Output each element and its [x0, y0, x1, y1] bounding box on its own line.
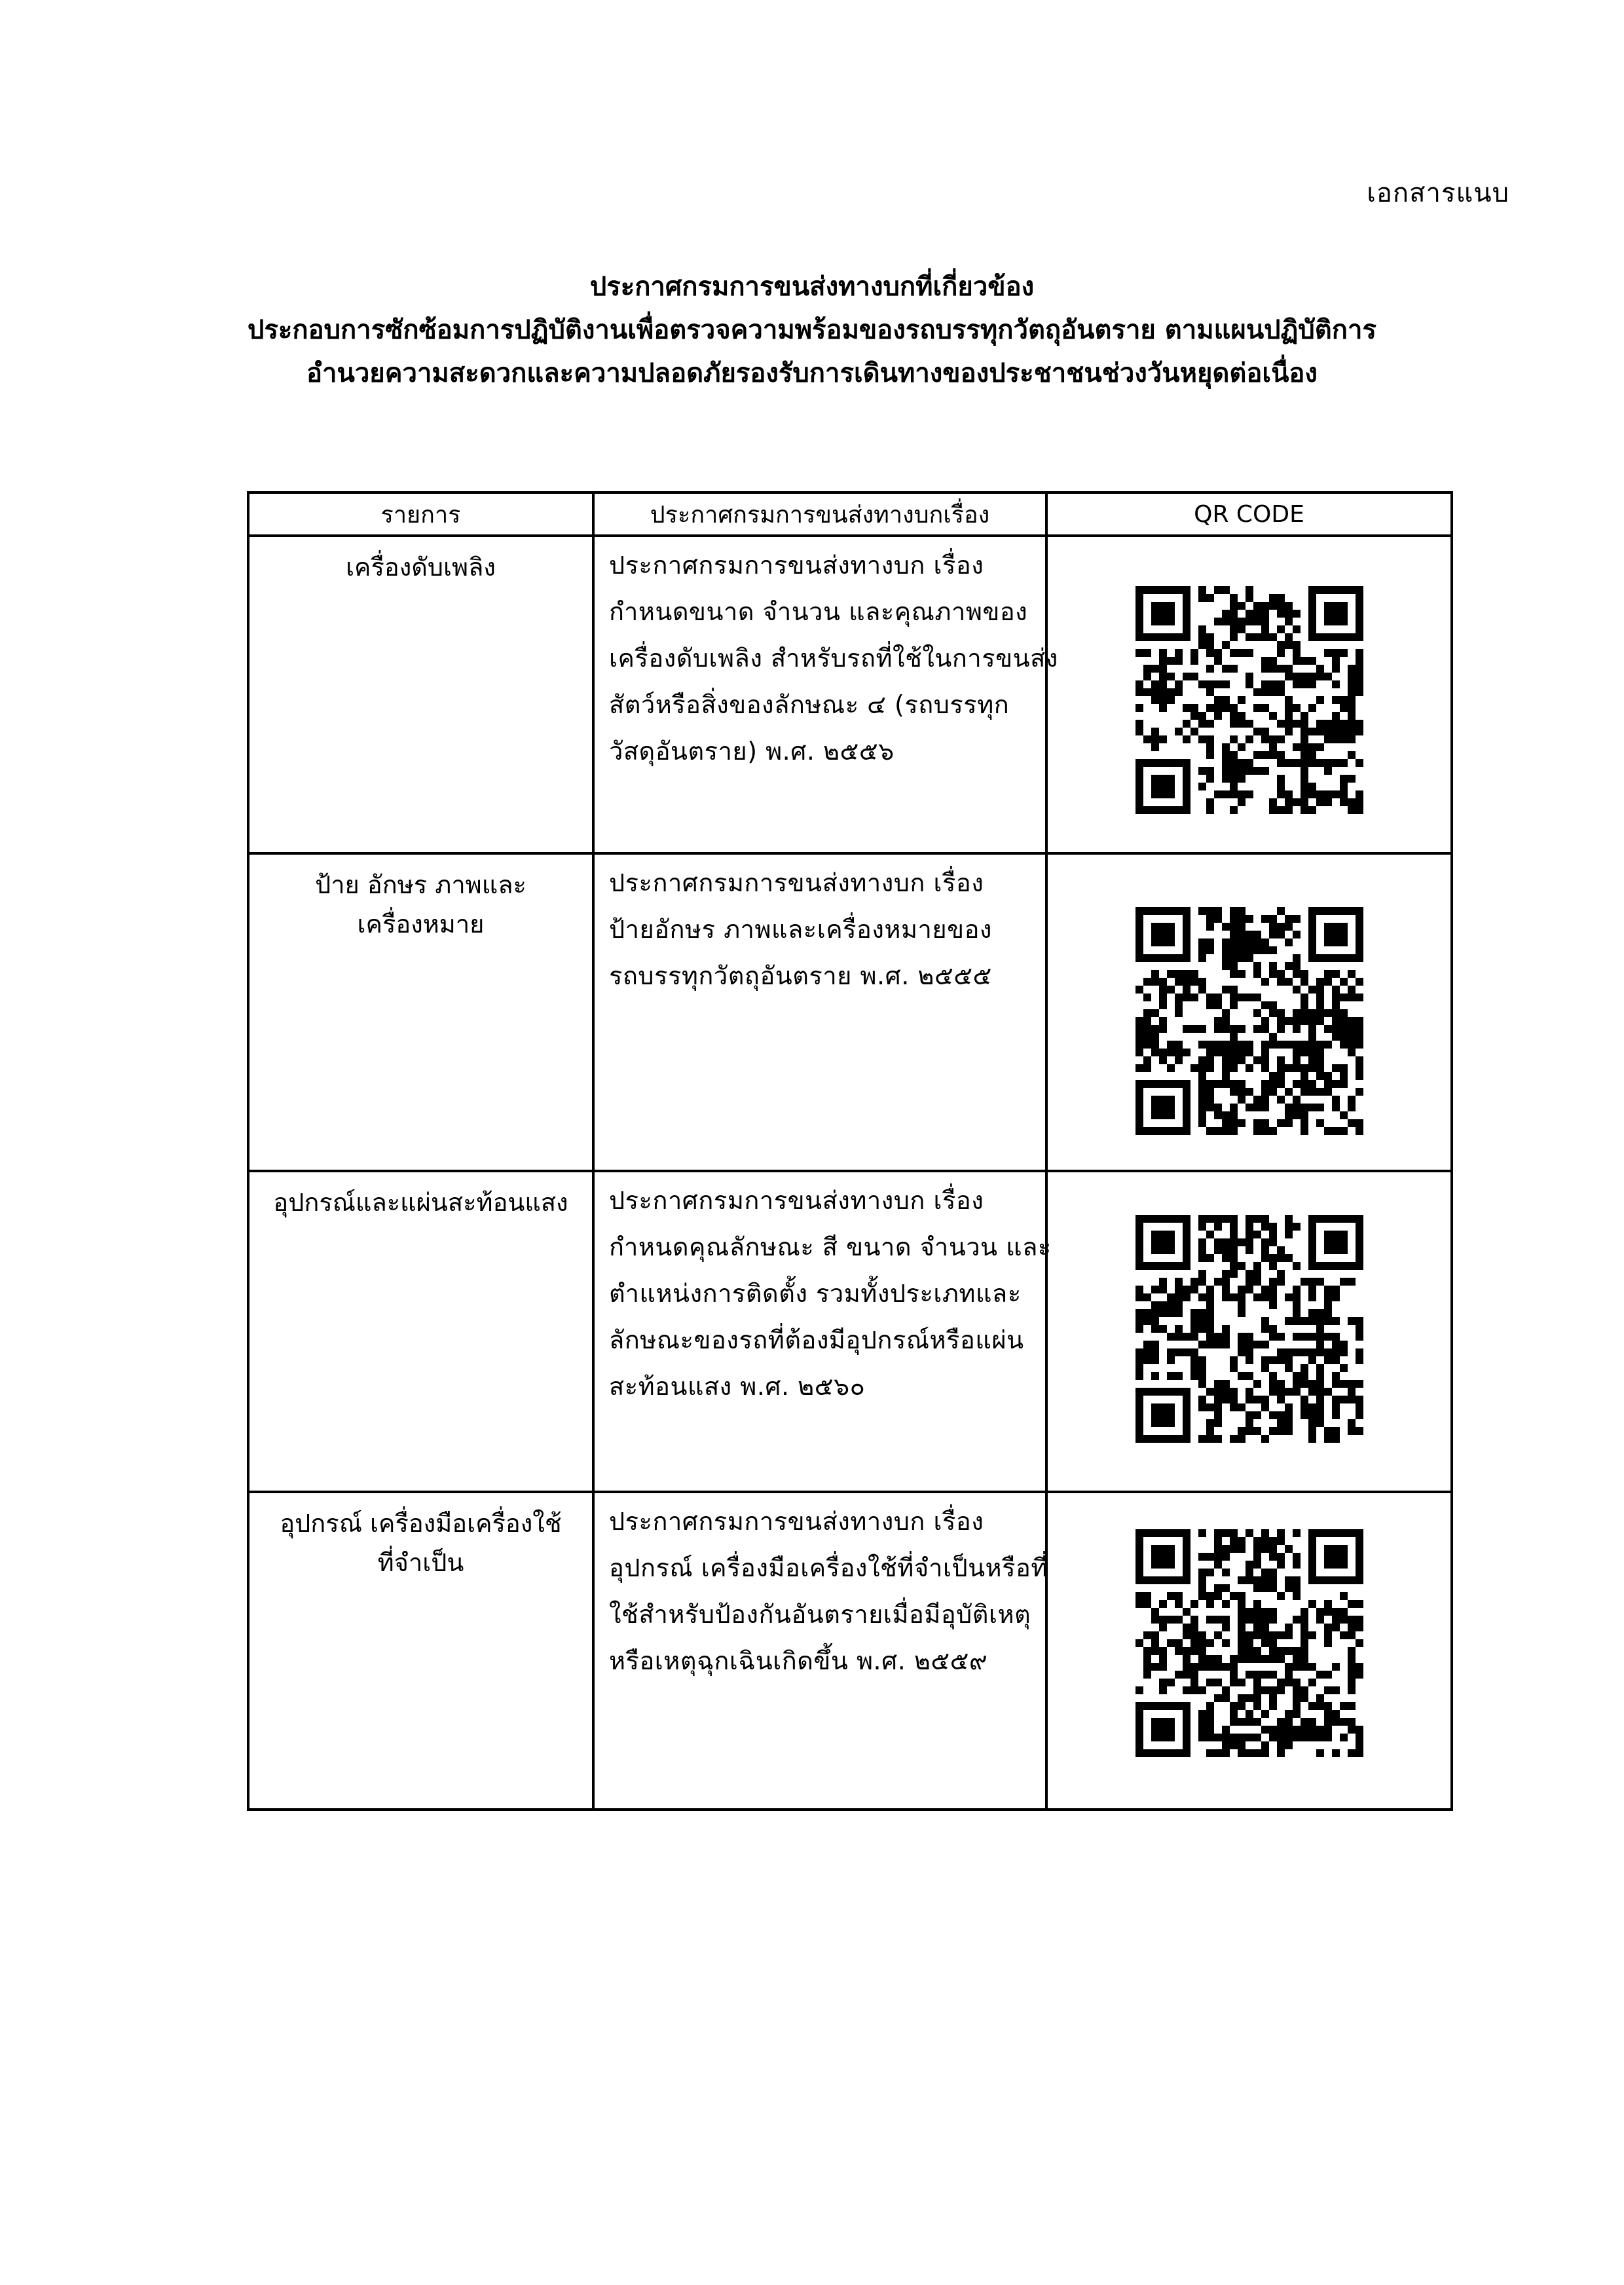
qr-code-icon[interactable] [1135, 1529, 1363, 1757]
announcement-reference [593, 536, 1058, 853]
table-row [248, 1492, 1452, 1810]
item-necessary-equipment: อุปกรณ์ เครื่องมือเครื่องใช้ ที่จำเป็น [248, 1492, 593, 1810]
column-header-announcement: ประกาศกรมการขนส่งทางบกเรื่อง [593, 492, 1046, 536]
column-header-item: รายการ [248, 492, 593, 536]
reference-line: ใช้สำหรับป้องกันอันตรายเมื่อมีอุบัติเหตุ [609, 1600, 1031, 1629]
title-line-2: ประกอบการซักซ้อมการปฏิบัติงานเพื่อตรวจความพร้อมของรถบรรทุกวัตถุอันตราย ตามแผนปฏิบัติการ [248, 315, 1376, 345]
reference-line: ประกาศกรมการขนส่งทางบก เรื่อง [609, 1507, 984, 1536]
qr-cell [1046, 1171, 1452, 1492]
announcement-reference [593, 1171, 1052, 1492]
reference-line: ประกาศกรมการขนส่งทางบก เรื่อง [609, 868, 984, 897]
reference-line: หรือเหตุฉุกเฉินเกิดขึ้น พ.ศ. ๒๕๕๙ [609, 1646, 988, 1675]
reference-line: ประกาศกรมการขนส่งทางบก เรื่อง [609, 551, 984, 580]
table-header-row [248, 492, 1452, 536]
attachment-label: เอกสารแนบ [1367, 178, 1509, 208]
reference-line: วัสดุอันตราย) พ.ศ. ๒๕๕๖ [609, 737, 895, 766]
reference-line: ประกาศกรมการขนส่งทางบก เรื่อง [609, 1186, 984, 1215]
reference-line: กำหนดขนาด จำนวน และคุณภาพของ [609, 597, 1028, 626]
title-line-1: ประกาศกรมการขนส่งทางบกที่เกี่ยวข้อง [589, 272, 1035, 302]
item-reflective-devices: อุปกรณ์และแผ่นสะท้อนแสง [248, 1171, 593, 1492]
announcement-reference [593, 1492, 1046, 1810]
item-signs-and-markings: ป้าย อักษร ภาพและ เครื่องหมาย [248, 853, 593, 1171]
qr-code-icon[interactable] [1135, 1215, 1363, 1443]
document-title [0, 265, 1624, 395]
column-header-qr-code: QR CODE [1046, 492, 1452, 536]
item-fire-extinguisher: เครื่องดับเพลิง [248, 536, 593, 853]
announcement-reference [593, 853, 1046, 1171]
table-row [248, 853, 1452, 1171]
title-line-3: อำนวยความสะดวกและความปลอดภัยรองรับการเดินทางของประชาชนช่วงวันหยุดต่อเนื่อง [306, 358, 1318, 388]
qr-cell [1046, 536, 1452, 853]
reference-line: สัตว์หรือสิ่งของลักษณะ ๔ (รถบรรทุก [609, 690, 1010, 719]
qr-code-icon[interactable] [1135, 907, 1363, 1135]
reference-line: รถบรรทุกวัตถุอันตราย พ.ศ. ๒๕๕๕ [609, 961, 992, 990]
reference-line: ตำแหน่งการติดตั้ง รวมทั้งประเภทและ [609, 1279, 1022, 1308]
reference-line: กำหนดคุณลักษณะ สี ขนาด จำนวน และ [609, 1233, 1052, 1261]
reference-line: อุปกรณ์ เครื่องมือเครื่องใช้ที่จำเป็นหรือที่ [609, 1553, 1048, 1582]
reference-line: สะท้อนแสง พ.ศ. ๒๕๖๐ [609, 1372, 866, 1401]
reference-line: ป้ายอักษร ภาพและเครื่องหมายของ [609, 915, 992, 944]
qr-cell [1046, 853, 1452, 1171]
table-row [248, 536, 1452, 853]
qr-cell [1046, 1492, 1452, 1810]
reference-line: ลักษณะของรถที่ต้องมีอุปกรณ์หรือแผ่น [609, 1326, 1024, 1354]
reference-line: เครื่องดับเพลิง สำหรับรถที่ใช้ในการขนส่ง [609, 644, 1058, 673]
table-row [248, 1171, 1452, 1492]
announcements-table [247, 491, 1453, 1811]
qr-code-icon[interactable] [1135, 586, 1363, 814]
